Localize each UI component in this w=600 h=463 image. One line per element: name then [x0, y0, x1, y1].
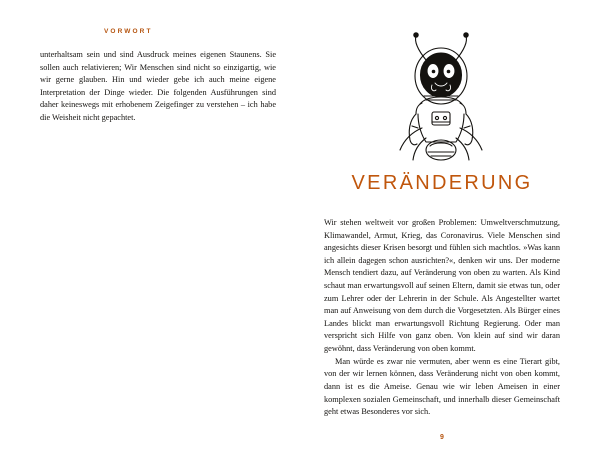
- paragraph: unterhaltsam sein und sind Ausdruck meines eigenen Staunens. Sie sollen auch relativieren; Wir Menschen sind nicht so einzigartig, wie wir gerne glauben. Hin und wieder gebe ich auch meine eigene Interpretation der Dinge wieder. Die folgenden Ausführungen sind daher keineswegs mit erhobenem Zeigefinger zu verstehen – ich habe die Weisheit nicht gepachtet.: [40, 50, 276, 123]
- paragraph: Wir stehen weltweit vor großen Problemen: Umweltverschmutzung, Klimawandel, Armut, Krieg, das Coronavirus. Viele Menschen sind angesichts dieser Krisen besorgt und fühlen sich machtlos. »Was kann ich allein dagegen schon ausrichten?«, denken wir uns. Der moderne Mensch tendiert dazu, auf Veränderung von oben zu warten. Als Kind schaut man erwartungsvoll auf seinen Eltern, damit sie etwas tun, oder zum Lehrer oder der Lehrerin in der Schule. Als Angestellter wartet man auf Anweisung von dem durch die Vorgesetzten. Als Bürger eines Landes blickt man erwartungsvoll Richtung Regierung. Oder man verspricht sich Hilfe von ganz oben. Von klein auf sind wir daran gewöhnt, dass Veränderung von oben kommt.: [324, 218, 560, 354]
- running-head: VORWORT: [104, 28, 153, 35]
- page-number: 9: [440, 434, 444, 441]
- paragraph: Man würde es zwar nie vermuten, aber wenn es eine Tierart gibt, von der wir lernen können, dass Veränderung nicht von oben kommt, dann ist es die Ameise. Genau wie wir leben Ameisen in einer komplexen sozialen Gemeinschaft, und innerhalb dieser Gemeinschaft geht etwas Besonderes vor sich.: [324, 356, 560, 417]
- chapter-title: VERÄNDERUNG: [351, 172, 533, 194]
- astronaut-ant-illustration: [324, 30, 560, 162]
- right-page: [300, 0, 600, 463]
